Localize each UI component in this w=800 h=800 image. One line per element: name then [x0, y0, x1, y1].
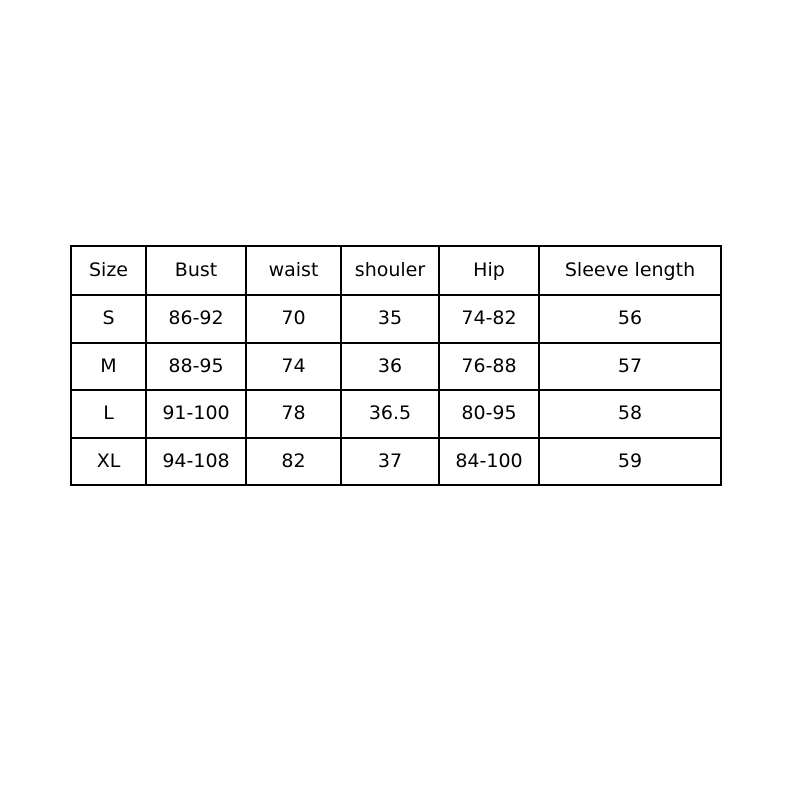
table-row: [71, 438, 721, 486]
cell-sleeve-length: 59: [539, 438, 721, 486]
cell-size: L: [71, 390, 146, 438]
cell-size: XL: [71, 438, 146, 486]
cell-bust: 91-100: [146, 390, 246, 438]
size-chart-table: [70, 245, 722, 486]
table-header-row: [71, 246, 721, 295]
cell-size: M: [71, 343, 146, 391]
column-header-hip: Hip: [439, 246, 539, 295]
cell-bust: 86-92: [146, 295, 246, 343]
column-header-waist: waist: [246, 246, 341, 295]
size-chart-container: [70, 245, 720, 486]
cell-sleeve-length: 56: [539, 295, 721, 343]
cell-sleeve-length: 58: [539, 390, 721, 438]
cell-shoulder: 36: [341, 343, 439, 391]
cell-sleeve-length: 57: [539, 343, 721, 391]
cell-hip: 74-82: [439, 295, 539, 343]
cell-waist: 74: [246, 343, 341, 391]
cell-shoulder: 35: [341, 295, 439, 343]
table-row: [71, 390, 721, 438]
cell-waist: 82: [246, 438, 341, 486]
column-header-shoulder: shouler: [341, 246, 439, 295]
cell-shoulder: 37: [341, 438, 439, 486]
cell-size: S: [71, 295, 146, 343]
cell-hip: 80-95: [439, 390, 539, 438]
cell-waist: 78: [246, 390, 341, 438]
cell-hip: 76-88: [439, 343, 539, 391]
cell-waist: 70: [246, 295, 341, 343]
cell-bust: 94-108: [146, 438, 246, 486]
table-row: [71, 343, 721, 391]
cell-hip: 84-100: [439, 438, 539, 486]
cell-bust: 88-95: [146, 343, 246, 391]
column-header-size: Size: [71, 246, 146, 295]
table-row: [71, 295, 721, 343]
column-header-sleeve-length: Sleeve length: [539, 246, 721, 295]
cell-shoulder: 36.5: [341, 390, 439, 438]
column-header-bust: Bust: [146, 246, 246, 295]
